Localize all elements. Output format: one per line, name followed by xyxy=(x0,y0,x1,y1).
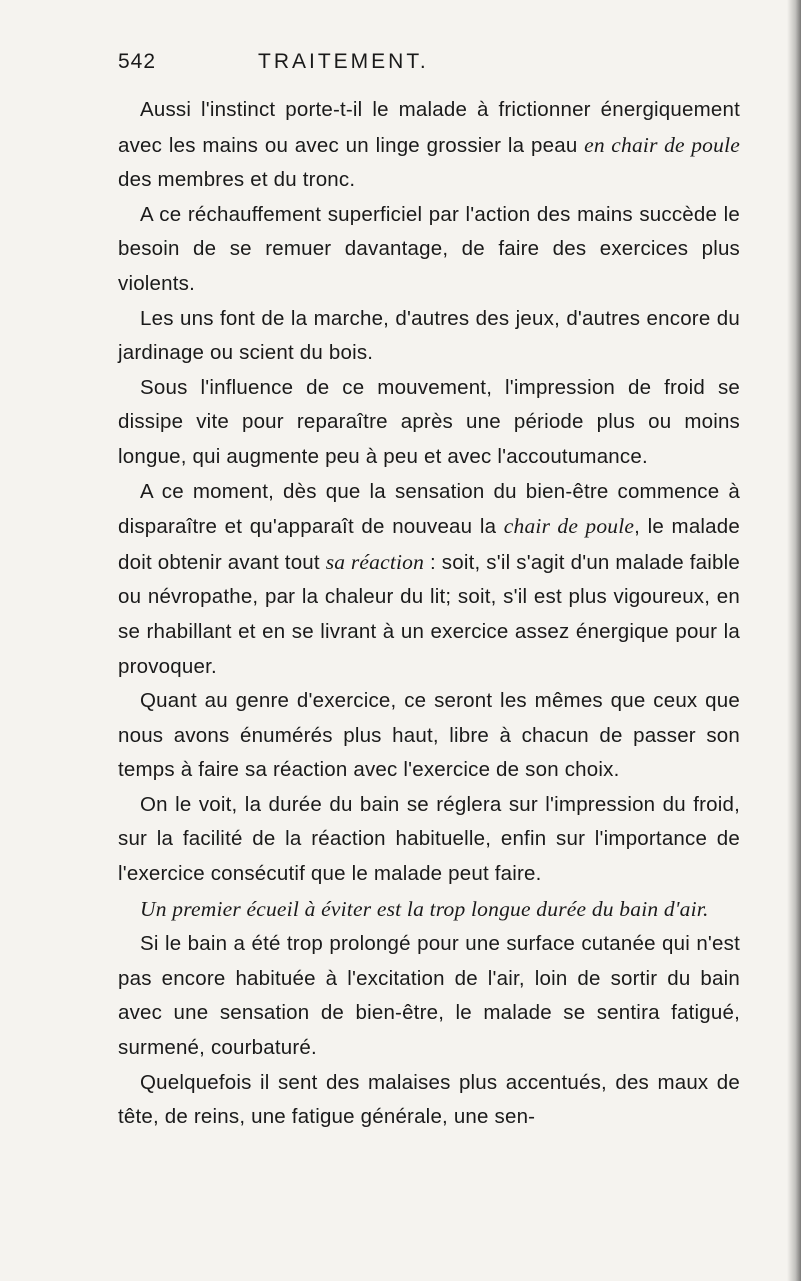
italic-run: Un premier écueil à éviter est la trop longue durée du bain d'air. xyxy=(140,896,709,921)
text-run: On le voit, la durée du bain se réglera sur l'impression du froid, sur la facilité de la réaction habituelle, enfin sur l'importance de l'exercice consécutif que le malade peut faire. xyxy=(118,792,740,886)
running-head: TRAITEMENT. xyxy=(258,50,429,73)
italic-run: chair de poule xyxy=(503,514,635,539)
text-run: Les uns font de la marche, d'autres des jeux, d'autres encore du jardinage ou scient du bois. xyxy=(118,306,740,365)
paragraph-7 xyxy=(118,788,740,892)
text-run: A ce réchauffement superficiel par l'action des mains succède le besoin de se remuer davantage, de faire des exercices plus violents. xyxy=(118,202,740,295)
italic-run: sa réaction xyxy=(325,549,425,574)
body-text xyxy=(118,93,740,1135)
paragraph-9 xyxy=(118,927,740,1065)
page-number: 542 xyxy=(118,50,157,73)
page-header xyxy=(118,50,738,80)
text-run: : soit, s'il s'agit d'un malade faible ou névropathe, par la chaleur du lit; soit, s'il est plus vigoureux, en se rhabillant et en se livrant à un exercice assez énergique pour la provoquer. xyxy=(118,550,740,678)
paragraph-8 xyxy=(118,892,740,928)
paragraph-6 xyxy=(118,684,740,788)
text-run: , le malade doit obtenir avant tout xyxy=(118,515,740,574)
page-edge-shadow xyxy=(787,0,801,1281)
text-run: Sous l'influence de ce mouvement, l'impression de froid se dissipe vite pour reparaître après une période plus ou moins longue, qui augmente peu à peu et avec l'accoutumance. xyxy=(118,375,740,468)
text-run: Quant au genre d'exercice, ce seront les mêmes que ceux que nous avons énumérés plus haut, libre à chacun de passer son temps à faire sa réaction avec l'exercice de son choix. xyxy=(118,689,740,782)
paragraph-10 xyxy=(118,1066,740,1135)
paragraph-5 xyxy=(118,475,740,685)
paragraph-2 xyxy=(118,198,740,302)
text-run: Si le bain a été trop prolongé pour une surface cutanée qui n'est pas encore habituée à l'excitation de l'air, loin de sortir du bain avec une sensation de bien-être, le malade se sentira fatigué, surmené, courbaturé. xyxy=(118,932,740,1060)
text-run: Aussi l'instinct porte-t-il le malade à frictionner énergiquement avec les mains ou avec un linge grossier la peau xyxy=(118,98,740,157)
text-run: A ce moment, dès que la sensation du bien-être commence à disparaître et qu'apparaît de nouveau la xyxy=(118,479,740,539)
italic-run: en chair de poule xyxy=(584,132,740,157)
paragraph-3 xyxy=(118,302,740,371)
text-run: des membres et du tronc. xyxy=(118,168,356,192)
paragraph-4 xyxy=(118,371,740,475)
text-run: Quelquefois il sent des malaises plus accentués, des maux de tête, de reins, une fatigue générale, une sen- xyxy=(118,1070,740,1129)
paragraph-1 xyxy=(118,93,740,198)
